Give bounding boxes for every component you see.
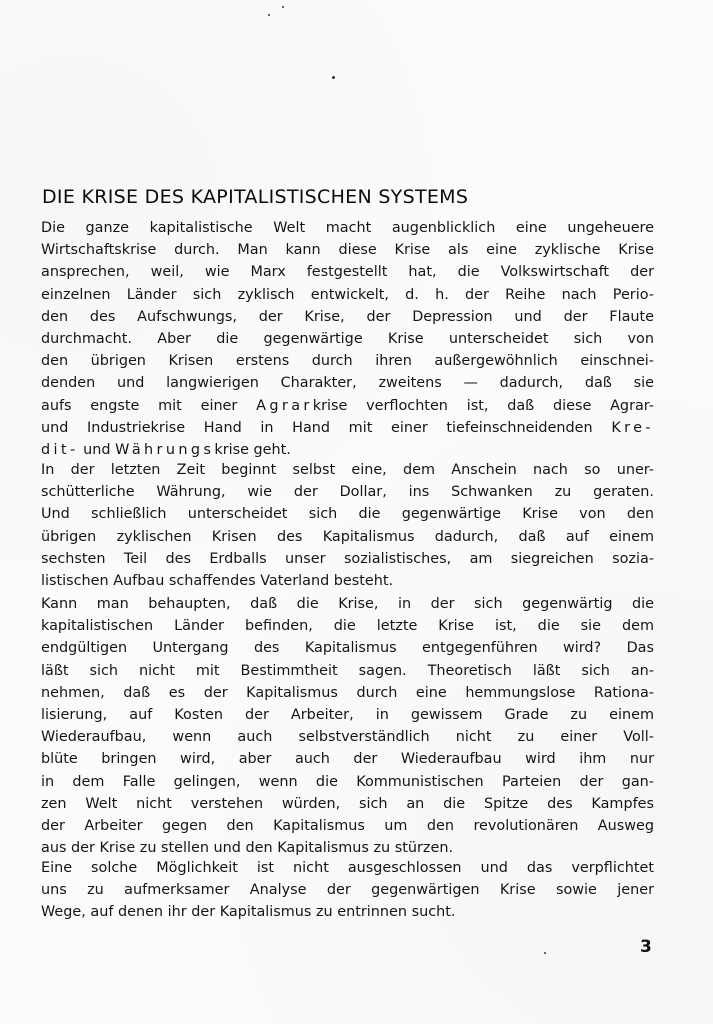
text-line: aufs engste mit einer Agrarkrise verflochten ist, daß diese Agrar- bbox=[41, 397, 654, 414]
paragraph-4 bbox=[41, 857, 654, 924]
paper-speck bbox=[282, 6, 284, 8]
text-line: durchmacht. Aber die gegenwärtige Krise unterscheidet sich von bbox=[41, 330, 654, 347]
spaced-emphasis: Agrar bbox=[256, 397, 313, 414]
text-line: kapitalistischen Länder befinden, die letzte Krise ist, die sie dem bbox=[41, 618, 654, 635]
text-line: nehmen, daß es der Kapitalismus durch eine hemmungslose Rationa- bbox=[41, 684, 654, 701]
text-line: der Arbeiter gegen den Kapitalismus um den revolutionären Ausweg bbox=[41, 817, 654, 834]
text-line: Eine solche Möglichkeit ist nicht ausgeschlossen und das verpflichtet bbox=[41, 860, 654, 876]
spaced-emphasis: dit- bbox=[41, 441, 79, 458]
text-line: in dem Falle gelingen, wenn die Kommunistischen Parteien der gan- bbox=[41, 773, 654, 790]
text-line: endgültigen Untergang des Kapitalismus entgegenführen wird? Das bbox=[41, 640, 654, 657]
paper-speck bbox=[268, 14, 270, 16]
text-line: den übrigen Krisen erstens durch ihren außergewöhnlich einschnei- bbox=[41, 353, 654, 370]
paper-speck bbox=[332, 76, 335, 79]
text-line: lisierung, auf Kosten der Arbeiter, in gewissem Grade zu einem bbox=[41, 706, 654, 723]
text-line: übrigen zyklischen Krisen des Kapitalismus dadurch, daß auf einem bbox=[41, 528, 654, 545]
text-line: aus der Krise zu stellen und den Kapitalismus zu stürzen. bbox=[41, 840, 454, 857]
text-line: ansprechen, weil, wie Marx festgestellt hat, die Volkswirtschaft der bbox=[41, 264, 654, 281]
text-line: listischen Aufbau schaffendes Vaterland besteht. bbox=[41, 572, 394, 589]
paper-speck bbox=[544, 952, 546, 954]
text-line: dit- und Währungskrise geht. bbox=[41, 441, 291, 458]
text-line: blüte bringen wird, aber auch der Wiederaufbau wird ihm nur bbox=[41, 751, 654, 768]
text-line: Die ganze kapitalistische Welt macht augenblicklich eine ungeheuere bbox=[41, 220, 654, 236]
text-line: uns zu aufmerksamer Analyse der gegenwärtigen Krise sowie jener bbox=[41, 882, 654, 899]
paragraph-3 bbox=[41, 593, 654, 859]
text-line: Wege, auf denen ihr der Kapitalismus zu entrinnen sucht. bbox=[41, 904, 456, 921]
text-line: und Industriekrise Hand in Hand mit einer tiefeinschneidenden Kre- bbox=[41, 419, 654, 436]
paragraph-2 bbox=[41, 459, 654, 592]
text-line: schütterliche Währung, wie der Dollar, ins Schwanken zu geraten. bbox=[41, 484, 654, 501]
text-line: Kann man behaupten, daß die Krise, in der sich gegenwärtig die bbox=[41, 596, 654, 612]
page-number: 3 bbox=[640, 937, 652, 957]
spaced-emphasis: Kre- bbox=[611, 419, 654, 436]
text-line: sechsten Teil des Erdballs unser sozialistisches, am siegreichen sozia- bbox=[41, 550, 654, 567]
text-line: Und schließlich unterscheidet sich die gegenwärtige Krise von den bbox=[41, 506, 654, 523]
text-line: Wiederaufbau, wenn auch selbstverständlich nicht zu einer Voll- bbox=[41, 729, 654, 746]
text-line: einzelnen Länder sich zyklisch entwickelt, d. h. der Reihe nach Perio- bbox=[41, 286, 654, 303]
text-line: Wirtschaftskrise durch. Man kann diese Krise als eine zyklische Krise bbox=[41, 242, 654, 259]
text-line: läßt sich nicht mit Bestimmtheit sagen. Theoretisch läßt sich an- bbox=[41, 662, 654, 679]
text-line: zen Welt nicht verstehen würden, sich an die Spitze des Kampfes bbox=[41, 795, 654, 812]
paragraph-1 bbox=[41, 217, 654, 461]
text-line: denden und langwierigen Charakter, zweitens — dadurch, daß sie bbox=[41, 375, 654, 392]
text-line: den des Aufschwungs, der Krise, der Depression und der Flaute bbox=[41, 308, 654, 325]
text-line: In der letzten Zeit beginnt selbst eine, dem Anschein nach so uner- bbox=[41, 462, 654, 478]
page-title: DIE KRISE DES KAPITALISTISCHEN SYSTEMS bbox=[42, 186, 469, 208]
spaced-emphasis: Währungs bbox=[115, 441, 215, 458]
